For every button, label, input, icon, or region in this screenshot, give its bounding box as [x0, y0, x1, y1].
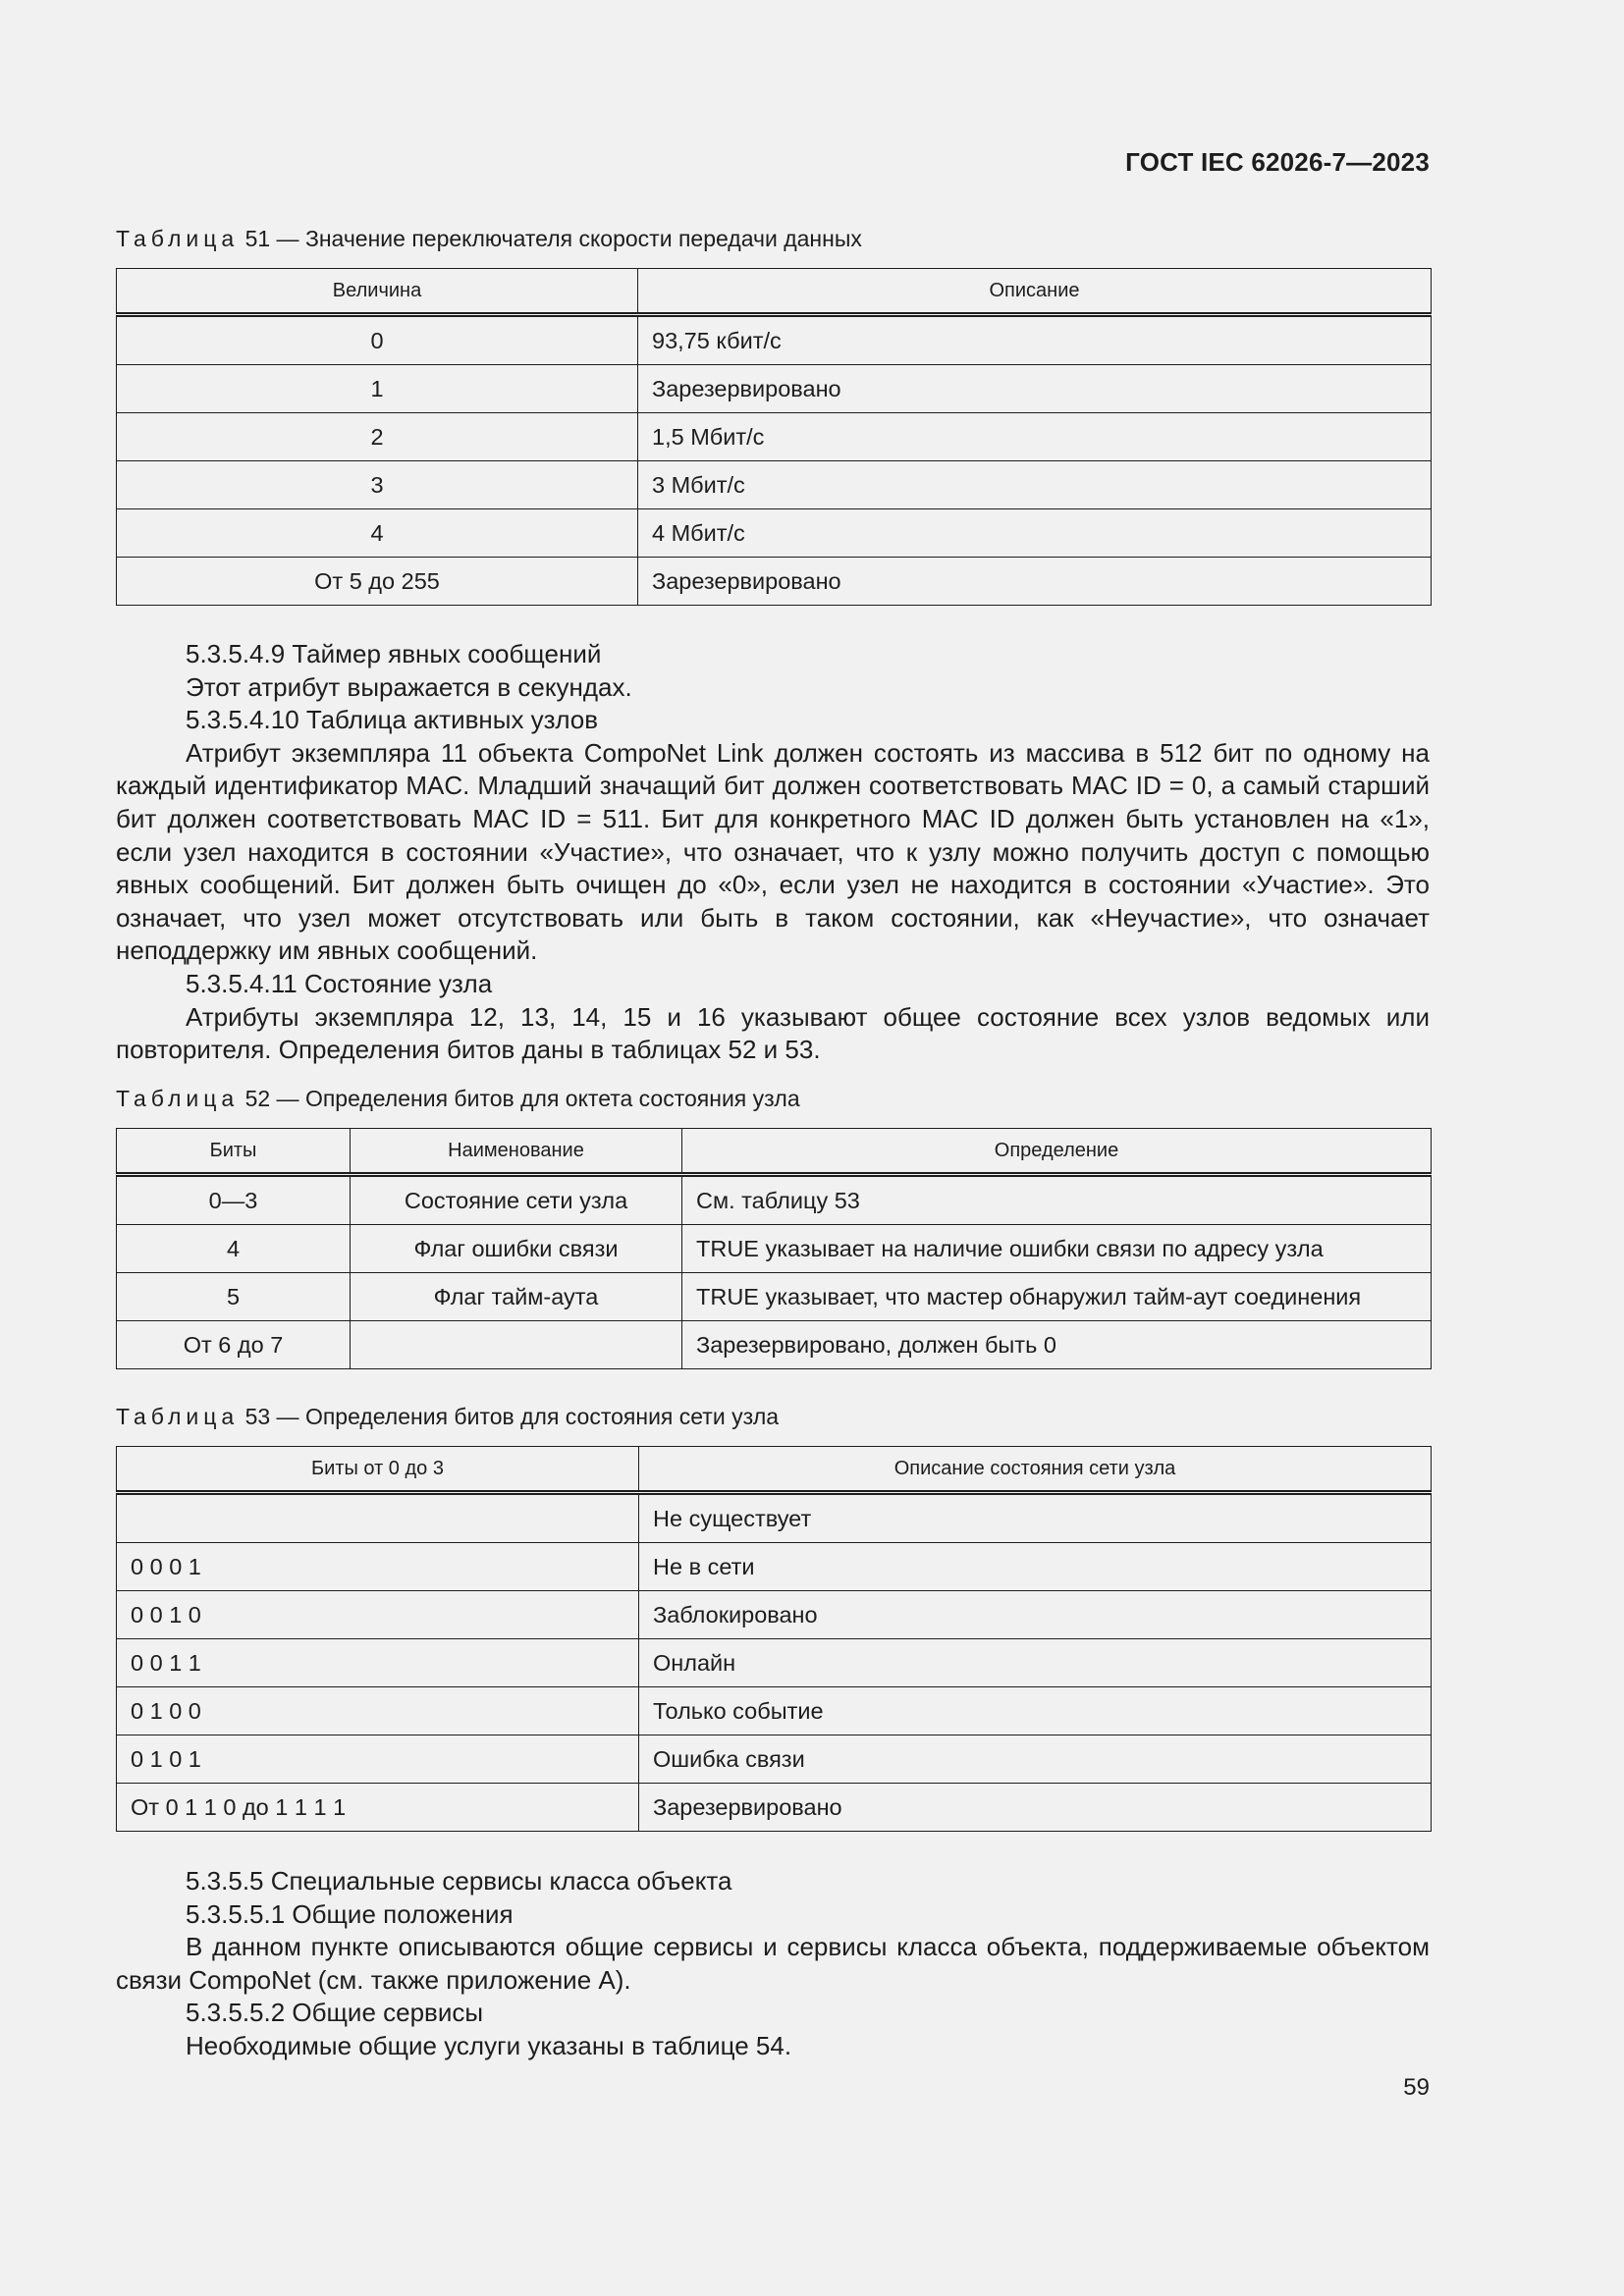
table-53-caption: [116, 1404, 779, 1430]
table-row: [117, 1225, 1432, 1273]
table-cell: [117, 1493, 639, 1543]
paragraph: Этот атрибут выражается в секундах.: [186, 671, 632, 702]
table-title: 52 — Определения битов для октета состояния узла: [239, 1086, 800, 1111]
table-cell: 3 Мбит/с: [638, 461, 1432, 509]
table-row: [117, 461, 1432, 509]
table-row: [117, 1735, 1432, 1784]
paragraph: Атрибуты экземпляра 12, 13, 14, 15 и 16 указывают общее состояние всех узлов ведомых или повторителя. Определения битов даны в таблицах 52 и 53.: [116, 1001, 1430, 1065]
table-cell: Только событие: [639, 1687, 1432, 1735]
column-header: Биты от 0 до 3: [117, 1447, 639, 1493]
table-row: [117, 1273, 1432, 1321]
table-row: [117, 1639, 1432, 1687]
table-row: [117, 558, 1432, 606]
table-51: [116, 268, 1432, 606]
table-title: 53 — Определения битов для состояния сети узла: [239, 1404, 780, 1429]
table-cell: 0 0 0 1: [117, 1543, 639, 1591]
table-cell: 0 0 1 0: [117, 1591, 639, 1639]
column-header: Описание: [638, 269, 1432, 315]
table-label: Таблица: [116, 226, 240, 251]
table-cell: Зарезервировано, должен быть 0: [682, 1321, 1432, 1369]
table-cell: От 0 1 1 0 до 1 1 1 1: [117, 1784, 639, 1832]
table-51-caption: [116, 226, 862, 252]
table-cell: [351, 1321, 682, 1369]
table-row: [117, 1591, 1432, 1639]
page-number: 59: [1403, 2074, 1430, 2101]
column-header: Величина: [117, 269, 638, 315]
table-cell: 93,75 кбит/с: [638, 315, 1432, 365]
paragraph: Атрибут экземпляра 11 объекта CompoNet Link должен состоять из массива в 512 бит по одному на каждый идентификатор MAC. Младший значащий бит должен соответствовать MAC ID = 0, а самый старший бит должен соответствовать MAC ID = 511. Бит для конкретного MAC ID должен быть установлен на «1», если узел находится в состоянии «Участие», что означает, что к узлу можно получить доступ с помощью явных сообщений. Бит должен быть очищен до «0», если узел не находится в состоянии «Участие». Это означает, что узел может отсутствовать или быть в таком состоянии, как «Неучастие», что означает неподдержку им явных сообщений.: [116, 737, 1430, 966]
table-row: [117, 1543, 1432, 1591]
section-heading: 5.3.5.5.1 Общие положения: [186, 1898, 514, 1929]
table-cell: Онлайн: [639, 1639, 1432, 1687]
table-row: [117, 1493, 1432, 1543]
table-cell: От 6 до 7: [117, 1321, 351, 1369]
table-title: 51 — Значение переключателя скорости передачи данных: [239, 226, 862, 251]
column-header: Биты: [117, 1129, 351, 1175]
table-cell: 4: [117, 1225, 351, 1273]
paragraph: В данном пункте описываются общие сервисы и сервисы класса объекта, поддерживаемые объектом связи CompoNet (см. также приложение А).: [116, 1932, 1430, 1995]
table-cell: См. таблицу 53: [682, 1175, 1432, 1225]
table-cell: 1: [117, 365, 638, 413]
table-cell: Ошибка связи: [639, 1735, 1432, 1784]
paragraph: Необходимые общие услуги указаны в таблице 54.: [186, 2030, 792, 2060]
table-52-caption: [116, 1086, 800, 1112]
table-cell: 0 1 0 0: [117, 1687, 639, 1735]
table-row: [117, 509, 1432, 558]
section-heading: 5.3.5.5.2 Общие сервисы: [186, 1998, 484, 2028]
body-text-section-1: [116, 638, 1430, 1067]
table-row: [117, 1784, 1432, 1832]
table-cell: Зарезервировано: [638, 365, 1432, 413]
table-cell: Флаг тайм-аута: [351, 1273, 682, 1321]
column-header: Определение: [682, 1129, 1432, 1175]
table-cell: 4 Мбит/с: [638, 509, 1432, 558]
column-header: Описание состояния сети узла: [639, 1447, 1432, 1493]
table-header-row: [117, 269, 1432, 315]
body-text-section-2: [116, 1865, 1430, 2063]
table-row: [117, 413, 1432, 461]
table-52: [116, 1128, 1432, 1369]
table-cell: Флаг ошибки связи: [351, 1225, 682, 1273]
table-cell: Зарезервировано: [639, 1784, 1432, 1832]
table-label: Таблица: [116, 1404, 240, 1429]
table-header-row: [117, 1447, 1432, 1493]
table-cell: Заблокировано: [639, 1591, 1432, 1639]
table-row: [117, 1687, 1432, 1735]
table-row: [117, 1175, 1432, 1225]
table-cell: 0 0 1 1: [117, 1639, 639, 1687]
table-cell: От 5 до 255: [117, 558, 638, 606]
column-header: Наименование: [351, 1129, 682, 1175]
table-cell: 5: [117, 1273, 351, 1321]
table-cell: Зарезервировано: [638, 558, 1432, 606]
table-cell: 3: [117, 461, 638, 509]
table-cell: 1,5 Мбит/с: [638, 413, 1432, 461]
table-cell: Состояние сети узла: [351, 1175, 682, 1225]
table-row: [117, 365, 1432, 413]
table-cell: 0 1 0 1: [117, 1735, 639, 1784]
table-cell: 4: [117, 509, 638, 558]
table-cell: TRUE указывает на наличие ошибки связи по адресу узла: [682, 1225, 1432, 1273]
table-53: [116, 1446, 1432, 1832]
table-label: Таблица: [116, 1086, 240, 1111]
table-cell: 0—3: [117, 1175, 351, 1225]
table-row: [117, 315, 1432, 365]
table-cell: Не в сети: [639, 1543, 1432, 1591]
section-heading: 5.3.5.4.9 Таймер явных сообщений: [186, 639, 602, 668]
section-heading: 5.3.5.4.11 Состояние узла: [186, 968, 493, 998]
table-header-row: [117, 1129, 1432, 1175]
table-cell: 2: [117, 413, 638, 461]
section-heading: 5.3.5.5 Специальные сервисы класса объекта: [186, 1866, 732, 1896]
table-cell: Не существует: [639, 1493, 1432, 1543]
section-heading: 5.3.5.4.10 Таблица активных узлов: [186, 705, 599, 735]
table-cell: TRUE указывает, что мастер обнаружил тайм-аут соединения: [682, 1273, 1432, 1321]
table-cell: 0: [117, 315, 638, 365]
table-row: [117, 1321, 1432, 1369]
document-code: ГОСТ IEC 62026-7—2023: [1125, 147, 1430, 177]
